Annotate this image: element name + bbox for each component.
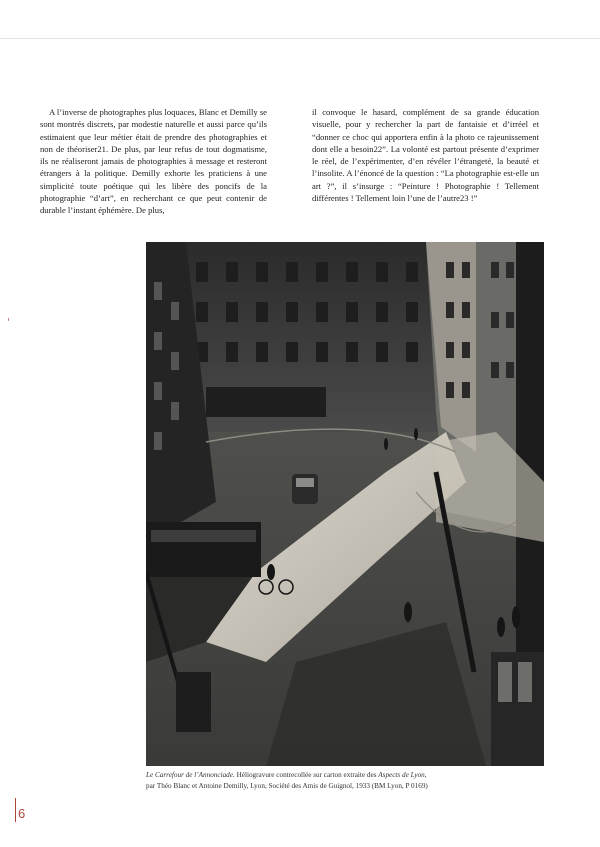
caption-line1: Héliogravure contrecollée sur carton extraite des [234, 771, 379, 779]
text-column-right: il convoque le hasard, complément de sa grande éducation visuelle, pour y rechercher la part de fantaisie et d’irréel et “donner ce choc qui apportera enfin à la photo ce rajeunissement dont elle a besoin22”. La volonté est partout présente d’exprimer le réel, de l’expérimenter, d’en révéler l’étrangeté, la beauté et l’insolite. A l’énoncé de la question : “La photographie est-elle un art ?”, il s’insurge : “Peinture ! Photographie ! Tellement différentes ! Tellement loin l’une de l’autre23 !” [312, 107, 539, 204]
photo-caption [146, 770, 566, 791]
text-column-left: A l’inverse de photographes plus loquaces, Blanc et Demilly se sont montrés discrets, par modestie naturelle et aussi parce qu’ils estimaient que leur métier était de prendre des photographies et non de théoriser21. De plus, par leur refus de tout dogmatisme, ils ne réaliseront jamais de photographies à message et resteront étrangers à la politique. Demilly exhorte les praticiens à une simplicité toute poétique qui les libère des poncifs de la photographie “d’art”, en recherchant ce que peut contenir de durable l’instant éphémère. De plus, [40, 107, 267, 216]
caption-book: Aspects de Lyon [378, 771, 425, 779]
caption-line2: par Théo Blanc et Antoine Demilly, Lyon, Société des Amis de Guignol, 1933 (BM Lyon, P 0169) [146, 781, 428, 790]
header-rule [0, 38, 600, 39]
caption-line1-end: , [424, 771, 427, 779]
page-number-bar [15, 798, 16, 822]
page-number: 6 [18, 806, 26, 821]
street-photograph [146, 242, 544, 766]
margin-mark [8, 318, 9, 321]
caption-title: Le Carrefour de l’Annonciade. [146, 771, 235, 779]
